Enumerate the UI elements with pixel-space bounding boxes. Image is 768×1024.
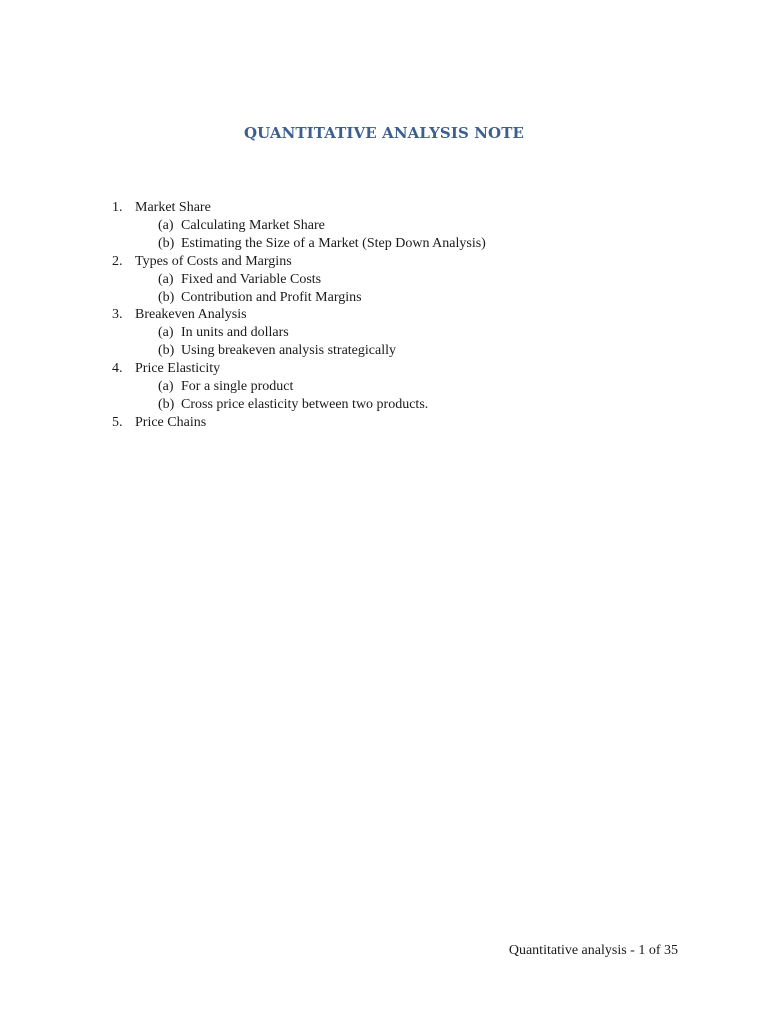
sub-item bbox=[158, 217, 486, 235]
sub-item-label: Cross price elasticity between two products. bbox=[181, 396, 429, 412]
sub-item-marker: (b) bbox=[158, 343, 175, 359]
item-number: 4. bbox=[112, 361, 123, 377]
item-label: Price Chains bbox=[135, 414, 207, 430]
sub-item-marker: (a) bbox=[158, 217, 174, 233]
sub-item bbox=[158, 271, 486, 289]
sub-item-label: Estimating the Size of a Market (Step Down Analysis) bbox=[181, 235, 486, 251]
item-number: 2. bbox=[112, 253, 123, 269]
page-footer: Quantitative analysis - 1 of 35 bbox=[508, 943, 678, 958]
sub-list bbox=[112, 324, 486, 360]
sub-item-marker: (b) bbox=[158, 289, 175, 305]
outline-item bbox=[112, 360, 486, 414]
sub-item-label: Using breakeven analysis strategically bbox=[181, 343, 396, 359]
sub-item bbox=[158, 235, 486, 253]
sub-item bbox=[158, 324, 486, 342]
sub-item-marker: (a) bbox=[158, 271, 174, 287]
sub-item-label: Contribution and Profit Margins bbox=[181, 289, 362, 305]
sub-list bbox=[112, 217, 486, 253]
sub-item bbox=[158, 378, 486, 396]
outline-item bbox=[112, 253, 486, 307]
outline-list bbox=[112, 199, 486, 432]
sub-item-label: For a single product bbox=[181, 379, 294, 395]
outline-item bbox=[112, 306, 486, 360]
page-title: QUANTITATIVE ANALYSIS NOTE bbox=[243, 124, 524, 142]
outline-item bbox=[112, 199, 486, 253]
sub-item-marker: (a) bbox=[158, 379, 174, 395]
sub-list bbox=[112, 271, 486, 307]
item-label: Market Share bbox=[135, 200, 211, 215]
sub-item bbox=[158, 342, 486, 360]
sub-item-label: Fixed and Variable Costs bbox=[181, 271, 322, 287]
sub-item-marker: (a) bbox=[158, 325, 174, 341]
sub-item bbox=[158, 289, 486, 307]
item-number: 5. bbox=[112, 414, 123, 430]
sub-item-label: In units and dollars bbox=[181, 325, 289, 341]
sub-item-marker: (b) bbox=[158, 235, 175, 251]
outline-item bbox=[112, 414, 486, 432]
item-number: 3. bbox=[112, 307, 123, 323]
sub-item-marker: (b) bbox=[158, 396, 175, 412]
item-number: 1. bbox=[112, 200, 123, 215]
sub-list bbox=[112, 378, 486, 414]
item-label: Price Elasticity bbox=[135, 361, 221, 377]
sub-item-label: Calculating Market Share bbox=[181, 217, 325, 233]
item-label: Breakeven Analysis bbox=[135, 307, 247, 323]
item-label: Types of Costs and Margins bbox=[135, 253, 292, 269]
sub-item bbox=[158, 396, 486, 414]
